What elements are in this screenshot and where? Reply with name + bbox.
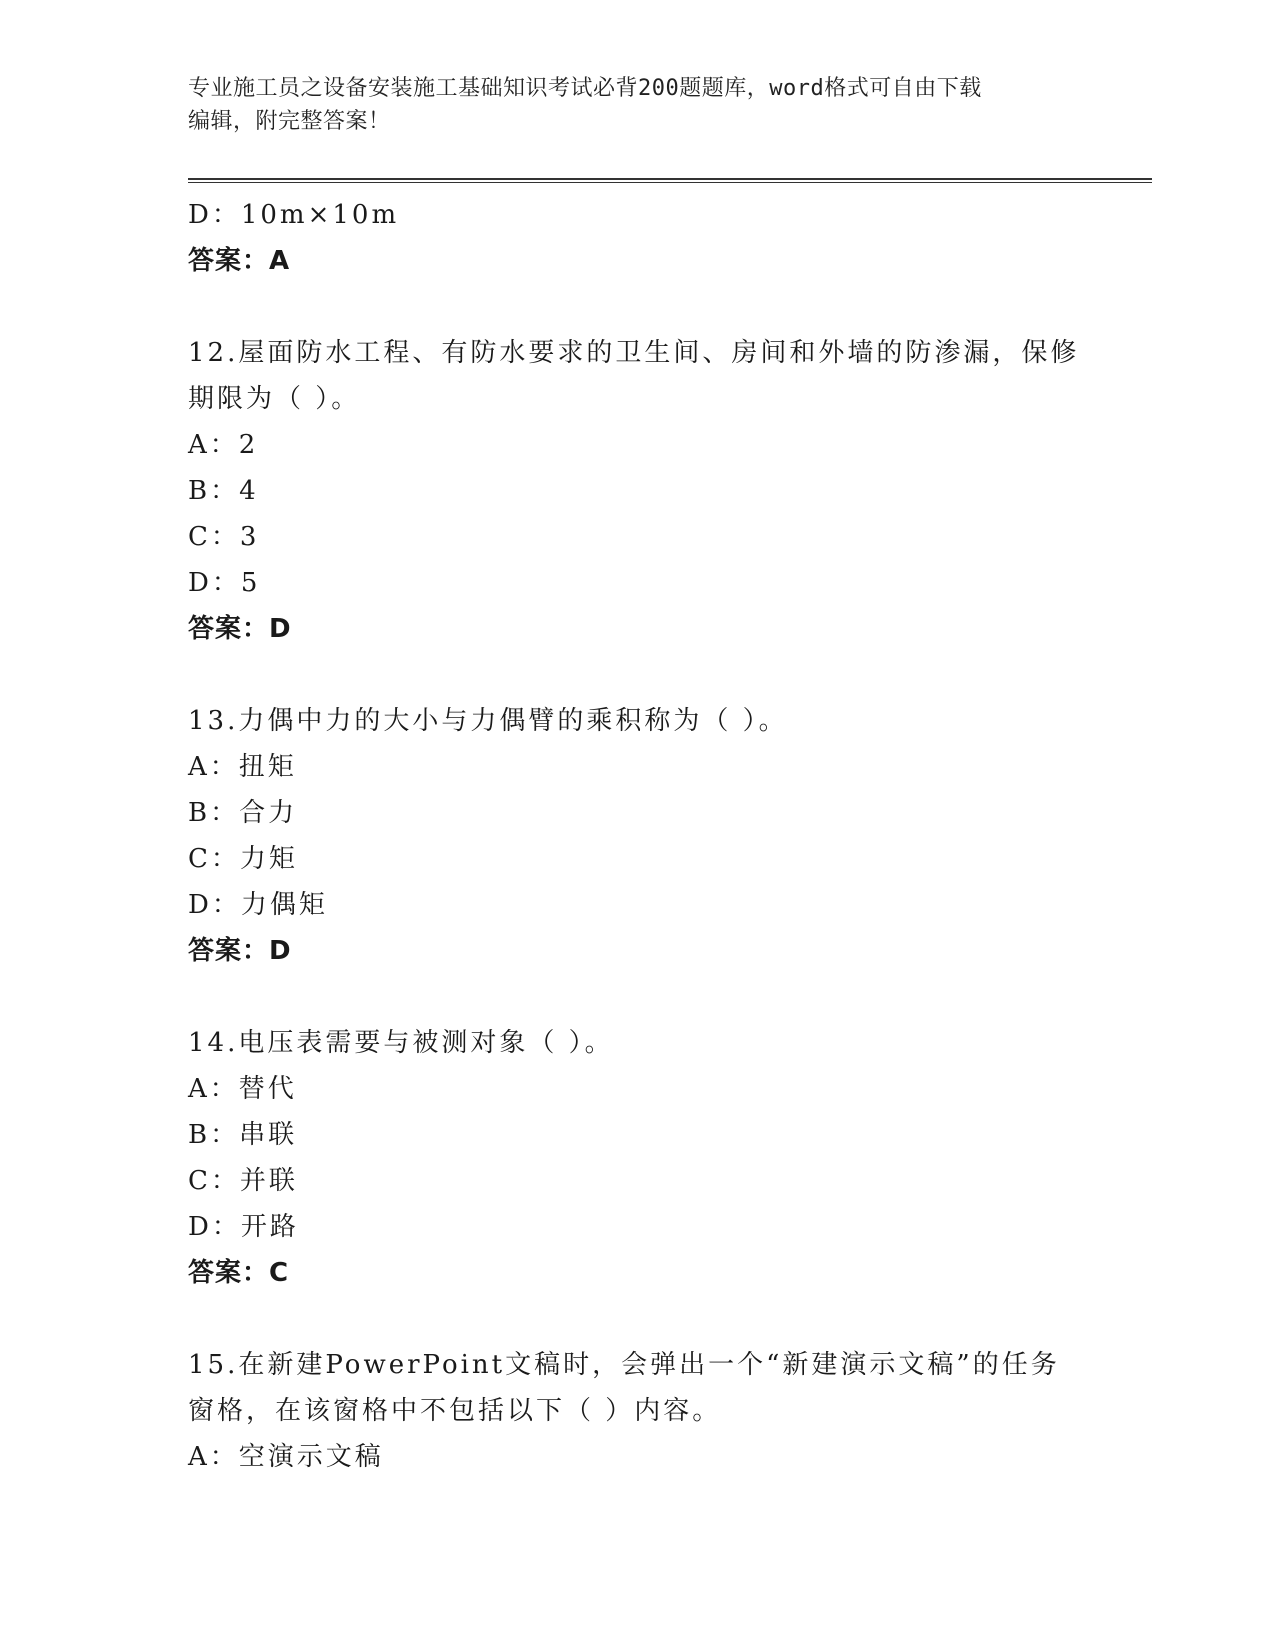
- option-c: C：力矩: [188, 844, 298, 874]
- option-d: D：5: [188, 568, 261, 598]
- question-stem: 期限为（ ）。: [188, 384, 361, 414]
- spacer: [188, 1296, 1152, 1342]
- question-13: [188, 698, 1152, 974]
- option-a: A：2: [188, 430, 259, 460]
- header-title-line-2: 编辑，附完整答案！: [188, 109, 391, 134]
- question-15: [188, 1342, 1152, 1480]
- option-c: C：并联: [188, 1166, 298, 1196]
- option-a: A：替代: [188, 1074, 297, 1104]
- header-divider: [188, 178, 1152, 183]
- option-b: B：串联: [188, 1120, 298, 1150]
- answer-label: 答案：D: [188, 936, 292, 966]
- question-stem: 15.在新建PowerPoint文稿时，会弹出一个“新建演示文稿”的任务: [188, 1350, 1060, 1380]
- question-stem: 窗格，在该窗格中不包括以下（ ）内容。: [188, 1396, 722, 1426]
- spacer: [188, 974, 1152, 1020]
- option-d: D：力偶矩: [188, 890, 328, 920]
- spacer: [188, 652, 1152, 698]
- spacer: [188, 284, 1152, 330]
- question-list: [188, 192, 1152, 1480]
- question-stem: 14.电压表需要与被测对象（ ）。: [188, 1028, 614, 1058]
- answer-label: 答案：A: [188, 246, 291, 276]
- question-14: [188, 1020, 1152, 1296]
- question-stem: 12.屋面防水工程、有防水要求的卫生间、房间和外墙的防渗漏，保修: [188, 338, 1080, 368]
- answer-label: 答案：D: [188, 614, 292, 644]
- question-stem: 13.力偶中力的大小与力偶臂的乘积称为（ ）。: [188, 706, 788, 736]
- answer-label: 答案：C: [188, 1258, 290, 1288]
- header-title-line-1: 专业施工员之设备安装施工基础知识考试必背200题题库，word格式可自由下载: [188, 76, 982, 101]
- option-b: B：4: [188, 476, 259, 506]
- option-d: D：10m×10m: [188, 200, 400, 230]
- option-a: A：空演示文稿: [188, 1442, 384, 1472]
- option-a: A：扭矩: [188, 752, 297, 782]
- question-12: [188, 330, 1152, 652]
- option-d: D：开路: [188, 1212, 299, 1242]
- option-c: C：3: [188, 522, 260, 552]
- page-header: [188, 72, 1078, 138]
- option-b: B：合力: [188, 798, 298, 828]
